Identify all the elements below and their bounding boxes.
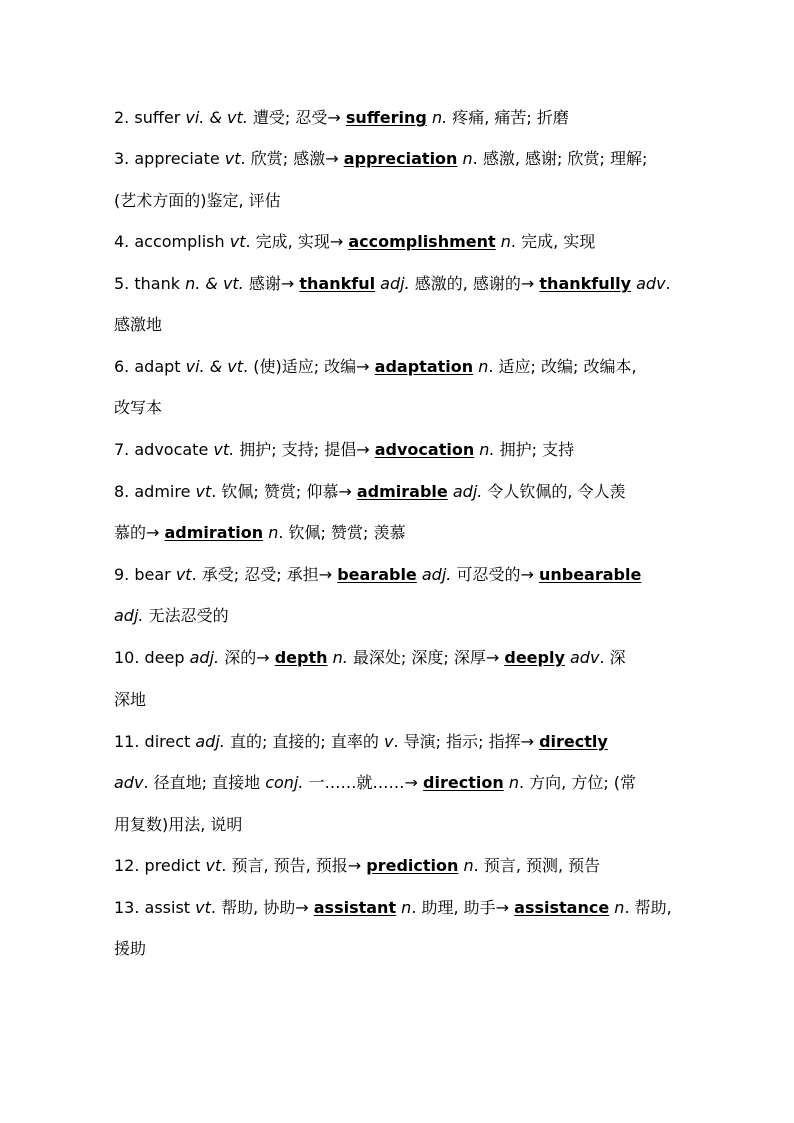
entry-suffer [114, 108, 569, 128]
definition: . 帮助, 协助→ [210, 898, 314, 917]
entry-accomplish [114, 232, 595, 252]
entry-assist-cont [114, 939, 146, 959]
entry-adapt-cont [114, 398, 162, 418]
derived-word: prediction [366, 856, 459, 875]
definition: 拥护; 支持; 提倡→ [234, 440, 375, 459]
definition: . (使)适应; 改编→ [243, 357, 375, 376]
definition: . 导演; 指示; 指挥→ [393, 732, 540, 751]
definition: 遭受; 忍受→ [247, 108, 346, 127]
definition: . [665, 274, 671, 293]
part-of-speech: n. [426, 108, 448, 127]
entry-thank-cont [114, 315, 162, 335]
headword: 7. advocate [114, 440, 214, 459]
part-of-speech: n. [474, 440, 495, 459]
definition: . 承受; 忍受; 承担→ [191, 565, 338, 584]
part-of-speech: vt [229, 232, 246, 251]
headword: 8. admire [114, 482, 196, 501]
definition: 用复数)用法, 说明 [114, 815, 243, 834]
definition: . 方向, 方位; (常 [518, 773, 637, 792]
definition: . 助理, 助手→ [411, 898, 515, 917]
derived-word: deeply [504, 648, 565, 667]
entry-bear [114, 565, 641, 585]
entry-deep-cont [114, 690, 146, 710]
derived-word: thankfully [539, 274, 632, 293]
part-of-speech: vi. & vt [185, 357, 244, 376]
derived-word: accomplishment [348, 232, 496, 251]
entry-admire [114, 482, 626, 502]
part-of-speech: n [263, 523, 279, 542]
part-of-speech: adv [114, 773, 144, 792]
definition: . 适应; 改编; 改编本, [488, 357, 637, 376]
definition: . 完成, 实现→ [245, 232, 349, 251]
derived-word: bearable [337, 565, 417, 584]
definition: . 预言, 预测, 预告 [473, 856, 601, 875]
part-of-speech: vt [195, 898, 211, 917]
part-of-speech: vt. [213, 440, 235, 459]
headword: 6. adapt [114, 357, 186, 376]
definition: 改写本 [114, 398, 163, 417]
part-of-speech: n [457, 149, 473, 168]
entry-admire-cont [114, 523, 405, 543]
entry-thank [114, 274, 671, 294]
part-of-speech: vt [224, 149, 241, 168]
derived-word: admiration [164, 523, 264, 542]
headword: 10. deep [114, 648, 190, 667]
part-of-speech: n [503, 773, 519, 792]
definition: 可忍受的→ [451, 565, 539, 584]
headword: 3. appreciate [114, 149, 225, 168]
entry-advocate [114, 440, 574, 460]
headword: 2. suffer [114, 108, 186, 127]
derived-word: suffering [345, 108, 427, 127]
derived-word: depth [274, 648, 328, 667]
definition: . 完成, 实现 [510, 232, 596, 251]
headword: 12. predict [114, 856, 206, 875]
entry-predict [114, 856, 600, 876]
definition: 疼痛, 痛苦; 折磨 [447, 108, 569, 127]
definition: . 预言, 预告, 预报→ [221, 856, 367, 875]
part-of-speech: n. [327, 648, 348, 667]
definition: . 帮助, [624, 898, 672, 917]
definition: 感激的, 感谢的→ [409, 274, 540, 293]
part-of-speech: vt [195, 482, 212, 501]
part-of-speech: conj. [265, 773, 304, 792]
definition: 一……就……→ [303, 773, 424, 792]
headword: 9. bear [114, 565, 176, 584]
entry-direct-cont [114, 773, 636, 793]
part-of-speech: vt [205, 856, 222, 875]
entry-appreciate-cont [114, 191, 281, 211]
entry-deep [114, 648, 626, 668]
entry-direct [114, 732, 608, 752]
part-of-speech: n [609, 898, 625, 917]
definition: 无法忍受的 [143, 606, 229, 625]
part-of-speech: adj. [189, 648, 220, 667]
definition: 感激地 [114, 315, 163, 334]
definition: 深的→ [219, 648, 275, 667]
part-of-speech: n. & vt. [185, 274, 244, 293]
part-of-speech: n [396, 898, 412, 917]
definition: . 感激, 感谢; 欣赏; 理解; [472, 149, 648, 168]
entry-assist [114, 898, 672, 918]
part-of-speech: adv [631, 274, 666, 293]
headword: 5. thank [114, 274, 186, 293]
derived-word: admirable [356, 482, 448, 501]
part-of-speech: n [458, 856, 474, 875]
definition: . 深 [599, 648, 626, 667]
part-of-speech: v [384, 732, 394, 751]
derived-word: advocation [374, 440, 475, 459]
part-of-speech: adj. [416, 565, 452, 584]
entry-adapt [114, 357, 637, 377]
part-of-speech: adj. [375, 274, 410, 293]
definition: 令人钦佩的, 令人羡 [482, 482, 626, 501]
definition: (艺术方面的)鉴定, 评估 [114, 191, 281, 210]
derived-word: assistant [313, 898, 397, 917]
entry-appreciate [114, 149, 647, 169]
headword: 11. direct [114, 732, 196, 751]
entry-direct-cont2 [114, 815, 242, 835]
derived-word: direction [423, 773, 504, 792]
definition: 感谢→ [243, 274, 300, 293]
part-of-speech: n [473, 357, 489, 376]
part-of-speech: vt [175, 565, 192, 584]
definition: 最深处; 深度; 深厚→ [347, 648, 505, 667]
derived-word: thankful [299, 274, 376, 293]
part-of-speech: vi. & vt. [185, 108, 248, 127]
derived-word: appreciation [343, 149, 458, 168]
part-of-speech: adj. [195, 732, 225, 751]
definition: 直的; 直接的; 直率的 [224, 732, 384, 751]
definition: 慕的→ [114, 523, 165, 542]
definition: . 钦佩; 赞赏; 羡慕 [278, 523, 406, 542]
part-of-speech: adj. [114, 606, 144, 625]
definition: 援助 [114, 939, 147, 958]
definition: 深地 [114, 690, 147, 709]
part-of-speech: adj. [447, 482, 483, 501]
derived-word: adaptation [374, 357, 474, 376]
headword: 13. assist [114, 898, 196, 917]
headword: 4. accomplish [114, 232, 230, 251]
derived-word: directly [539, 732, 608, 751]
derived-word: assistance [514, 898, 610, 917]
derived-word: unbearable [538, 565, 642, 584]
definition: . 欣赏; 感激→ [240, 149, 344, 168]
definition: 拥护; 支持 [494, 440, 575, 459]
part-of-speech: adv [564, 648, 600, 667]
definition: . 径直地; 直接地 [143, 773, 266, 792]
entry-bear-cont [114, 606, 229, 626]
part-of-speech: n [495, 232, 511, 251]
definition: . 钦佩; 赞赏; 仰慕→ [211, 482, 357, 501]
